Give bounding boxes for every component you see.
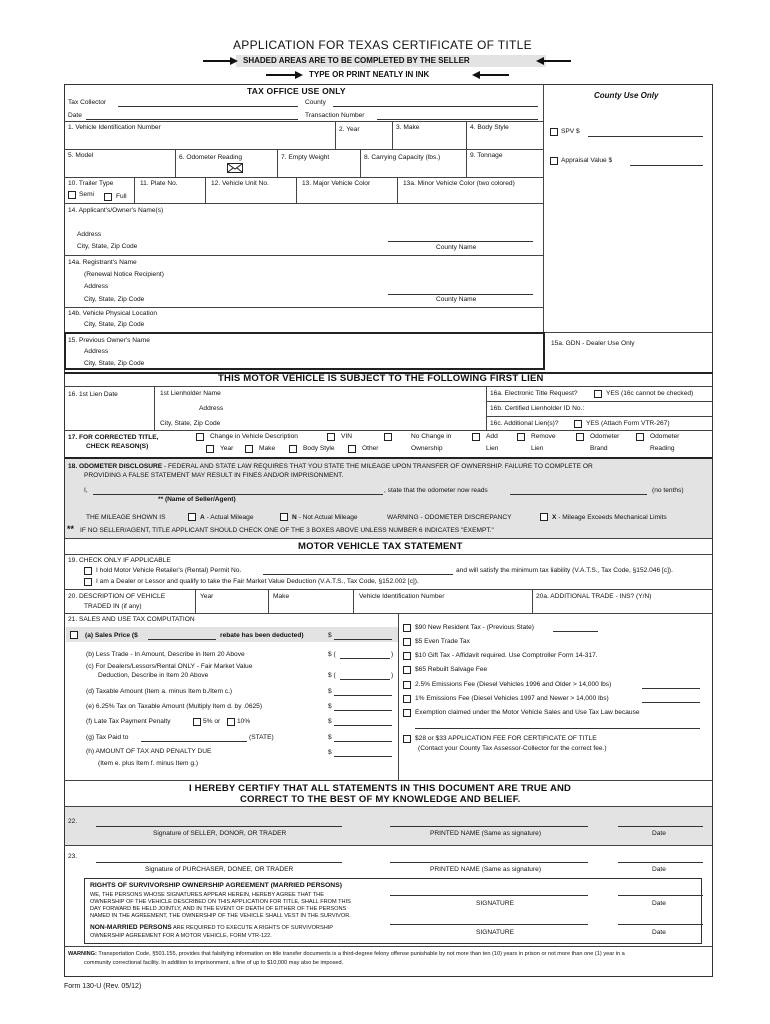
field-16c-checkbox[interactable] — [574, 420, 582, 428]
city-state-zip-label: City, State, Zip Code — [84, 296, 145, 303]
divider — [154, 386, 155, 430]
exemption-line[interactable] — [415, 728, 700, 729]
survivor-signature-1-line[interactable] — [390, 895, 588, 896]
field-13-major-color[interactable]: 13. Major Vehicle Color — [302, 180, 371, 187]
corr-remove-lien-checkbox[interactable] — [517, 433, 525, 441]
dollar-sign: $ — [328, 749, 332, 756]
form-number: Form 130-U (Rev. 05/12) — [64, 983, 142, 990]
field-2-year[interactable]: 2. Year — [339, 126, 360, 133]
field-20-label: 20. DESCRIPTION OF VEHICLE — [68, 593, 166, 600]
field-11-plate[interactable]: 11. Plate No. — [140, 180, 178, 187]
full-checkbox[interactable] — [104, 193, 112, 201]
address-label: Address — [84, 348, 109, 355]
divider — [64, 845, 713, 846]
divider — [195, 589, 196, 613]
renewal-label: (Renewal Notice Recipient) — [84, 271, 164, 278]
odometer-tenths: (no tenths) — [652, 487, 684, 494]
field-5-model[interactable]: 5. Model — [68, 152, 94, 159]
divider — [64, 255, 543, 256]
arrow-left-icon — [474, 74, 509, 76]
arrow-right-icon — [266, 74, 301, 76]
corr-opt: Other — [362, 445, 379, 452]
corr-opt: Body Style — [303, 445, 335, 452]
county-label: County — [305, 99, 326, 106]
lienholder-name-label[interactable]: 1st Lienholder Name — [160, 390, 221, 397]
field-4-body-style[interactable]: 4. Body Style — [470, 124, 509, 131]
shaded-note: SHADED AREAS ARE TO BE COMPLETED BY THE SELLER — [243, 56, 470, 65]
field-16c-label: 16c. Additional Lien(s)? — [490, 420, 559, 427]
divider — [64, 554, 713, 555]
divider — [353, 589, 354, 613]
corr-change-desc-checkbox[interactable] — [196, 433, 204, 441]
divider — [466, 149, 467, 177]
survivorship-text: WE, THE PERSONS WHOSE SIGNATURES APPEAR HEREIN, HEREBY AGREE THAT THE — [90, 892, 324, 898]
dealer-lessor-checkbox[interactable] — [84, 578, 92, 586]
field-16a-label: 16a. Electronic Title Request? — [490, 390, 578, 397]
corr-opt: Odometer — [590, 433, 620, 440]
field-15-previous-owner[interactable]: 15. Previous Owner's Name — [68, 337, 150, 344]
divider — [398, 613, 399, 780]
fee-emissions-1-label: 1% Emissions Fee (Diesel Vehicles 1997 and Newer > 14,000 lbs) — [415, 695, 609, 702]
county-name-line[interactable] — [388, 241, 533, 242]
divider — [134, 177, 135, 203]
corr-other-checkbox[interactable] — [348, 445, 356, 453]
field-22-label: 22. — [68, 818, 78, 825]
corr-opt: No Change in — [411, 433, 452, 440]
survivor-date-1-line[interactable] — [618, 895, 703, 896]
odometer-text: - FEDERAL AND STATE LAW REQUIRES THAT YOU STATE THE MILEAGE UPON TRANSFER OF OWNERSHIP. FAILURE TO COMPLETE OR — [162, 463, 593, 470]
field-16b-label[interactable]: 16b. Certified Lienholder ID No.: — [490, 405, 585, 412]
fee-new-resident-checkbox[interactable] — [403, 624, 411, 632]
corr-opt: Brand — [590, 445, 608, 452]
exceeds-limits-label — [552, 514, 667, 522]
fee-exemption-checkbox[interactable] — [403, 709, 411, 717]
divider — [64, 307, 543, 308]
note-stars: ** — [67, 524, 75, 534]
corr-opt: Reading — [650, 445, 675, 452]
penalty-10-label: 10% — [237, 718, 251, 725]
fee-gift-label: $10 Gift Tax - Affidavit required. Use Comptroller Form 14-317. — [415, 652, 598, 659]
certify-line-1: I HEREBY CERTIFY THAT ALL STATEMENTS IN THIS DOCUMENT ARE TRUE AND — [189, 783, 572, 794]
line-g-state: (STATE) — [249, 734, 274, 741]
field-13a-minor-color[interactable]: 13a. Minor Vehicle Color (two colored) — [403, 180, 515, 187]
divider — [64, 780, 713, 781]
retailer-permit-label2: and will satisfy the minimum tax liability (V.A.T.S., Tax Code, §152.046 [c]). — [456, 567, 673, 574]
purchaser-printed-name-label: PRINTED NAME (Same as signature) — [430, 866, 542, 873]
survivorship-text: DAY FORWARD BE HELD JOINTLY, AND IN THE EVENT OF DEATH OF EITHER OF THE PERSONS — [90, 906, 347, 912]
seller-printed-name-line[interactable] — [390, 826, 588, 827]
corr-add-lien-checkbox[interactable] — [472, 433, 480, 441]
dollar-sign: $ — [328, 632, 332, 639]
county-use-heading: County Use Only — [594, 91, 659, 100]
sales-price-checkbox[interactable] — [70, 631, 78, 639]
line-b-amount[interactable] — [340, 658, 390, 659]
divider — [64, 613, 713, 614]
corr-no-change-checkbox[interactable] — [384, 433, 392, 441]
corr-make-checkbox[interactable] — [245, 445, 253, 453]
field-16a-checkbox[interactable] — [594, 390, 602, 398]
divider — [64, 946, 713, 947]
mileage-shown-label: THE MILEAGE SHOWN IS — [86, 514, 166, 521]
divider — [64, 203, 543, 204]
line-h-label: (h) AMOUNT OF TAX AND PENALTY DUE — [86, 748, 212, 755]
odometer-state-that: , state that the odometer now reads — [384, 487, 488, 494]
odometer-note: IF NO SELLER/AGENT, TITLE APPLICANT SHOULD CHECK ONE OF THE 3 BOXES ABOVE UNLESS NUMBER 6 INDICATES "EXEMPT." — [80, 527, 494, 534]
field-14a-registrant[interactable]: 14a. Registrant's Name — [68, 259, 137, 266]
purchaser-date-line[interactable] — [618, 862, 703, 863]
corr-body-style-checkbox[interactable] — [289, 445, 297, 453]
penalty-10-checkbox[interactable] — [227, 718, 235, 726]
emissions-25-line[interactable] — [642, 688, 700, 689]
divider — [268, 589, 269, 613]
sales-price-rebate: rebate has been deducted) — [220, 632, 304, 639]
fee-exemption-label: Exemption claimed under the Motor Vehicle Sales and Use Tax Law because — [415, 709, 640, 716]
field-20-label2: TRADED IN (if any) — [84, 603, 142, 610]
line-g-label: (g) Tax Paid to — [86, 734, 129, 741]
line-e-amount[interactable] — [334, 710, 392, 711]
field-7-empty-weight[interactable]: 7. Empty Weight — [281, 154, 330, 161]
non-married-text2: OWNERSHIP AGREEMENT FOR A MOTOR VEHICLE, FORM VTR-122. — [90, 933, 272, 939]
divider — [175, 149, 176, 177]
divider — [543, 84, 544, 333]
address-label: Address — [84, 283, 109, 290]
corr-vin-checkbox[interactable] — [327, 433, 335, 441]
fee-even-trade-label: $5 Even Trade Tax — [415, 638, 470, 645]
survivor-date-1-label: Date — [652, 900, 666, 907]
survivor-date-2-label: Date — [652, 929, 666, 936]
full-label: Full — [116, 193, 127, 200]
corr-year-checkbox[interactable] — [206, 445, 214, 453]
divider — [296, 177, 297, 203]
warning-body: Transportation Code, §501.155, provides that falsifying information on title transfer documents is a third-degree felony offense punishable by not more than ten (10) years in prison or not more than one (1) year in a — [96, 951, 625, 957]
field-14-owner[interactable]: 14. Applicant's/Owner's Name(s) — [68, 207, 164, 214]
purchaser-printed-name-line[interactable] — [390, 862, 588, 863]
date-line[interactable] — [86, 119, 298, 120]
corr-opt: Lien — [531, 445, 544, 452]
line-c-amount[interactable] — [340, 679, 390, 680]
divider — [486, 401, 713, 402]
type-note: TYPE OR PRINT NEATLY IN INK — [309, 70, 430, 79]
fee-gift-checkbox[interactable] — [403, 652, 411, 660]
retailer-permit-checkbox[interactable] — [84, 567, 92, 575]
odometer-reading-line[interactable] — [510, 494, 647, 495]
lien-city-label: City, State, Zip Code — [160, 420, 221, 427]
seller-printed-name-label: PRINTED NAME (Same as signature) — [430, 830, 542, 837]
x-text: - Mileage Exceeds Mechanical Limits — [556, 514, 667, 521]
trade-make[interactable]: Make — [273, 593, 290, 600]
spv-line[interactable] — [588, 136, 703, 137]
field-21-heading: 21. SALES AND USE TAX COMPUTATION — [68, 616, 195, 623]
odometer-i: I, — [84, 487, 88, 494]
lien-address-label: Address — [199, 405, 224, 412]
corr-opt: Year — [220, 445, 234, 452]
tax-collector-line[interactable] — [118, 106, 298, 107]
odometer-text2: PROVIDING A FALSE STATEMENT MAY RESULT IN FINES AND/OR IMPRISONMENT. — [84, 472, 344, 479]
line-b-label: (b) Less Trade - In Amount, Describe in Item 20 Above — [86, 651, 245, 658]
field-6-odometer[interactable]: 6. Odometer Reading — [179, 154, 243, 161]
appraisal-line[interactable] — [630, 165, 703, 166]
not-actual-label — [292, 514, 358, 522]
n-letter: N — [292, 514, 297, 521]
close-paren: ) — [391, 651, 394, 658]
divider — [277, 149, 278, 177]
divider — [360, 149, 361, 177]
county-name-label: County Name — [436, 244, 477, 251]
certify-line-2: CORRECT TO THE BEST OF MY KNOWLEDGE AND BELIEF. — [240, 794, 521, 805]
line-d-label: (d) Taxable Amount (Item a. minus Item b./Item c.) — [86, 688, 233, 695]
line-f-amount[interactable] — [334, 725, 392, 726]
dollar-sign: $ — [328, 688, 332, 695]
dealer-lessor-label: I am a Dealer or Lessor and qualify to take the Fair Market Value Deduction (V.A.T.S., Tax Code, §152.002 [c]). — [96, 578, 419, 585]
dollar-paren: $ ( — [328, 651, 336, 658]
a-letter: A — [200, 514, 205, 521]
mvt-heading: MOTOR VEHICLE TAX STATEMENT — [298, 541, 463, 552]
county-name-line[interactable] — [388, 294, 533, 295]
transaction-number-label: Transaction Number — [305, 112, 365, 119]
line-d-amount[interactable] — [334, 695, 392, 696]
seller-agent-line[interactable] — [93, 494, 383, 495]
odometer-lead: 18. ODOMETER DISCLOSURE — [68, 463, 163, 470]
purchaser-date-label: Date — [652, 866, 666, 873]
corr-opt: Make — [259, 445, 276, 452]
tax-office-heading: TAX OFFICE USE ONLY — [247, 86, 346, 96]
survivorship-heading: RIGHTS OF SURVIVORSHIP OWNERSHIP AGREEMENT (MARRIED PERSONS) — [90, 882, 343, 889]
line-e-label: (e) 6.25% Tax on Taxable Amount (Multiply Item d. by .0625) — [86, 703, 263, 710]
retailer-permit-label: I hold Motor Vehicle Retailer's (Rental) Permit No. — [96, 567, 242, 574]
seller-date-line[interactable] — [618, 826, 703, 827]
divider — [64, 589, 713, 590]
corr-odometer-reading-checkbox[interactable] — [636, 433, 644, 441]
sales-price-amount-line[interactable] — [334, 639, 392, 640]
tax-paid-state-line[interactable] — [141, 741, 247, 742]
divider — [335, 121, 336, 149]
corr-opt: Ownership — [411, 445, 443, 452]
address-label: Address — [77, 231, 102, 238]
divider — [64, 149, 543, 150]
corr-opt: Remove — [531, 433, 556, 440]
actual-mileage-checkbox[interactable] — [188, 513, 196, 521]
seller-signature-label: Signature of SELLER, DONOR, OR TRADER — [153, 830, 287, 837]
exceeds-limits-checkbox[interactable] — [540, 513, 548, 521]
appraisal-label: Appraisal Value $ — [561, 157, 613, 164]
date-label: Date — [68, 112, 82, 119]
county-name-label: County Name — [436, 296, 477, 303]
warning-label: WARNING: — [68, 951, 97, 957]
divider — [486, 386, 487, 430]
divider — [64, 121, 543, 122]
field-19-label: 19. CHECK ONLY IF APPLICABLE — [68, 557, 171, 564]
fee-title-application-note: (Contact your County Tax Assessor-Collector for the correct fee.) — [418, 745, 607, 752]
divider — [64, 430, 713, 431]
fee-rebuilt-salvage-label: $65 Rebuilt Salvage Fee — [415, 666, 488, 673]
sales-price-label: (a) Sales Price ($ — [85, 632, 138, 639]
purchaser-signature-line[interactable] — [96, 862, 342, 863]
a-text: - Actual Mileage — [204, 514, 254, 521]
field-10-trailer-type: 10. Trailer Type — [68, 180, 114, 187]
dollar-sign: $ — [328, 734, 332, 741]
line-c-label: (c) For Dealers/Lessors/Rental ONLY - Fair Market Value — [86, 663, 253, 670]
warning-text — [68, 951, 625, 958]
penalty-5-checkbox[interactable] — [193, 718, 201, 726]
spv-checkbox[interactable] — [550, 128, 558, 136]
dollar-sign: $ — [328, 703, 332, 710]
semi-label: Semi — [79, 191, 95, 198]
warning-text2: community correctional facility. In addition to imprisonment, a fine of up to $10,000 may also be imposed. — [84, 960, 344, 966]
divider — [205, 177, 206, 203]
fee-emissions-1-checkbox[interactable] — [403, 695, 411, 703]
corr-opt: VIN — [341, 433, 352, 440]
city-state-zip-label: City, State, Zip Code — [84, 360, 145, 367]
seller-agent-label: ** (Name of Seller/Agent) — [158, 496, 236, 503]
transaction-number-line[interactable] — [377, 119, 538, 120]
fee-title-application-checkbox[interactable] — [403, 735, 411, 743]
divider — [64, 177, 543, 178]
trade-vin[interactable]: Vehicle Identification Number — [359, 593, 445, 600]
permit-number-line[interactable] — [263, 574, 453, 575]
survivor-signature-2-line[interactable] — [390, 924, 588, 925]
line-g-amount[interactable] — [334, 741, 392, 742]
field-16a-yes: YES (16c cannot be checked) — [606, 390, 694, 397]
arrow-right-icon — [203, 60, 236, 62]
corr-opt: Change in Vehicle Description — [210, 433, 298, 440]
corr-opt: Lien — [486, 445, 499, 452]
dollar-paren: $ ( — [328, 672, 336, 679]
field-17-label: 17. FOR CORRECTED TITLE, — [68, 434, 159, 441]
field-12-unit[interactable]: 12. Vehicle Unit No. — [211, 180, 269, 187]
non-married-rest: ARE REQUIRED TO EXECUTE A RIGHTS OF SURVIVORSHIP — [171, 925, 334, 931]
form-title: APPLICATION FOR TEXAS CERTIFICATE OF TITLE — [233, 38, 532, 52]
n-text: - Not Actual Mileage — [296, 514, 358, 521]
corr-odometer-brand-checkbox[interactable] — [576, 433, 584, 441]
field-14b-location[interactable]: 14b. Vehicle Physical Location — [68, 310, 158, 317]
tax-collector-label: Tax Collector — [68, 99, 107, 106]
envelope-icon — [227, 163, 243, 173]
field-16-lien-date[interactable]: 16. 1st Lien Date — [68, 391, 118, 398]
line-h-amount[interactable] — [334, 756, 392, 757]
fee-emissions-25-label: 2.5% Emissions Fee (Diesel Vehicles 1996 and Older > 14,000 lbs) — [415, 681, 612, 688]
fee-emissions-25-checkbox[interactable] — [403, 681, 411, 689]
field-8-carrying-capacity[interactable]: 8. Carrying Capacity (lbs.) — [364, 154, 441, 161]
field-20a-label[interactable]: 20a. ADDITIONAL TRADE - INS? (Y/N) — [536, 593, 652, 600]
line-f-label: (f) Late Tax Payment Penalty — [86, 718, 171, 725]
lien-heading: THIS MOTOR VEHICLE IS SUBJECT TO THE FOLLOWING FIRST LIEN — [218, 373, 544, 384]
fee-title-application-label: $28 or $33 APPLICATION FEE FOR CERTIFICATE OF TITLE — [415, 735, 597, 742]
survivor-date-2-line[interactable] — [618, 924, 703, 925]
semi-checkbox[interactable] — [68, 191, 76, 199]
fee-new-resident-label: $90 New Resident Tax - (Previous State) — [415, 624, 534, 631]
line-c-label2: Deduction, Describe in Item 20 Above — [98, 672, 209, 679]
divider — [486, 416, 713, 417]
corr-opt: Odometer — [650, 433, 680, 440]
emissions-1-line[interactable] — [642, 702, 700, 703]
seller-signature-line[interactable] — [96, 826, 342, 827]
survivorship-text: NAMED IN THE AGREEMENT, THE OWNERSHIP OF THE VEHICLE SHALL VEST IN THE SURVIVOR. — [90, 913, 351, 919]
fee-rebuilt-salvage-checkbox[interactable] — [403, 666, 411, 674]
line-h-label2: (Item e. plus Item f. minus Item g.) — [98, 760, 199, 767]
corr-opt: Add — [486, 433, 498, 440]
non-married-bold: NON-MARRIED PERSONS — [90, 924, 172, 931]
seller-date-label: Date — [652, 830, 666, 837]
field-17-label2: CHECK REASON(S) — [86, 443, 149, 450]
rebate-line[interactable] — [148, 639, 216, 640]
spv-label: SPV $ — [561, 128, 580, 135]
survivor-signature-1-label: SIGNATURE — [476, 900, 514, 907]
survivorship-text: OWNERSHIP OF THE VEHICLE DESCRIBED ON THIS APPLICATION FOR TITLE, SHALL FROM THIS — [90, 899, 351, 905]
odometer-disclosure-text — [68, 463, 593, 471]
penalty-5-label: 5% or — [203, 718, 221, 725]
divider — [532, 589, 533, 613]
field-16c-yes: YES (Attach Form VTR-267) — [586, 420, 670, 427]
field-23-label: 23. — [68, 853, 78, 860]
fee-even-trade-checkbox[interactable] — [403, 638, 411, 646]
x-letter: X — [552, 514, 557, 521]
divider — [392, 121, 393, 149]
field-1-vin[interactable]: 1. Vehicle Identification Number — [68, 124, 161, 131]
close-paren: ) — [391, 672, 394, 679]
trade-year[interactable]: Year — [200, 593, 214, 600]
city-state-zip-label: City, State, Zip Code — [84, 321, 145, 328]
city-state-zip-label: City, State, Zip Code — [77, 243, 138, 250]
field-9-tonnage[interactable]: 9. Tonnage — [470, 152, 503, 159]
divider — [397, 177, 398, 203]
actual-mileage-label — [200, 514, 254, 522]
survivor-signature-2-label: SIGNATURE — [476, 929, 514, 936]
field-15a-gdn[interactable]: 15a. GDN - Dealer Use Only — [551, 340, 635, 347]
not-actual-checkbox[interactable] — [280, 513, 288, 521]
purchaser-signature-label: Signature of PURCHASER, DONEE, OR TRADER — [145, 866, 294, 873]
arrow-left-icon — [538, 60, 571, 62]
appraisal-checkbox[interactable] — [550, 157, 558, 165]
divider — [64, 386, 713, 387]
field-3-make[interactable]: 3. Make — [396, 124, 420, 131]
divider — [466, 121, 467, 149]
odometer-warning: WARNING - ODOMETER DISCREPANCY — [387, 514, 512, 521]
non-married-text — [90, 924, 333, 932]
previous-state-line[interactable] — [553, 631, 598, 632]
county-line[interactable] — [333, 106, 538, 107]
dollar-sign: $ — [328, 718, 332, 725]
